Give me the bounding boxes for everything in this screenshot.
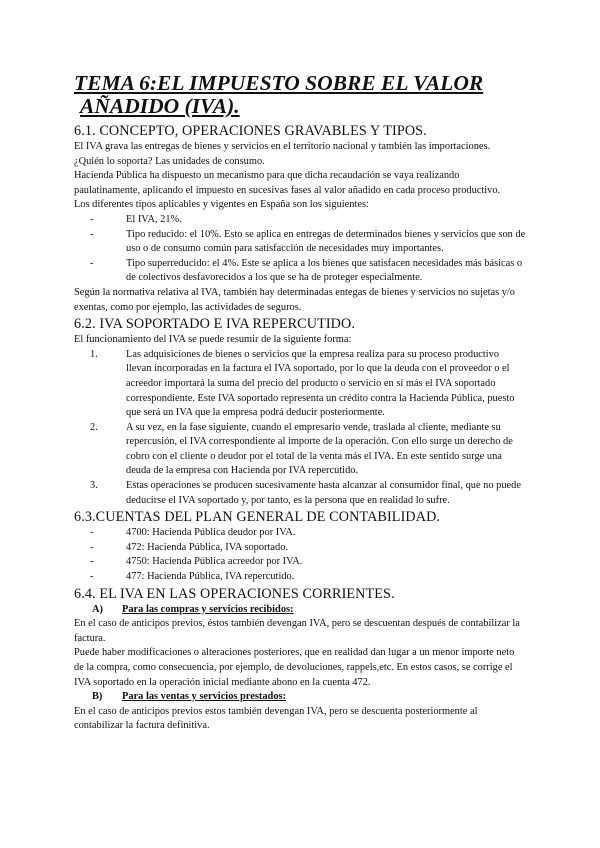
subsection-a-paragraph: Puede haber modificaciones o alteraciones posteriores, que en realidad dan lugar a un menor importe neto de la compra, como consecuencia, por ejemplo, de devoluciones, rappels,etc. En estos casos, se corrige el IVA soportado en la operación inicial mediante abono en la cuenta 472. [74, 647, 515, 688]
list-item: - 472: Hacienda Pública, IVA soportado. [90, 541, 288, 553]
list-item: - Tipo reducido: el 10%. Esto se aplica en entregas de determinados bienes y servicios que son de uso o de consumo común para satisfacción de necesidades muy importantes. [90, 228, 526, 255]
list-item: - El IVA, 21%. [90, 213, 182, 225]
section-1-paragraph: Hacienda Pública ha dispuesto un mecanismo para que dicha recaudación se vaya realizando paulatinamente, aplicando el impuesto en sucesivas fases al valor añadido en cada proceso productivo. [74, 170, 501, 196]
subsection-a-title: Para las compras y servicios recibidos: [122, 603, 294, 615]
section-2-heading: 6.2. IVA SOPORTADO E IVA REPERCUTIDO. [74, 316, 356, 333]
subsection-a-letter: A) [92, 603, 103, 615]
section-1-paragraph: Los diferentes tipos aplicables y vigentes en España son los siguientes: [74, 199, 369, 211]
title-line-2: AÑADIDO (IVA). [80, 94, 240, 118]
subsection-a-paragraph: En el caso de anticipos previos, éstos también devengan IVA, pero se descuentan después de contabilizar la factura. [74, 618, 520, 644]
section-1-heading: 6.1. CONCEPTO, OPERACIONES GRAVABLES Y TIPOS. [74, 123, 427, 139]
subsection-b-letter: B) [92, 691, 103, 703]
document-page [74, 72, 526, 734]
list-item: 2. A su vez, en la fase siguiente, cuando el empresario vende, traslada al cliente, mediante su repercusión, el IVA correspondiente al importe de la operación. Con ello surge un derecho de cobro con el cliente o deudor por el total de la venta más el IVA. En este sentido surge una deuda de la empresa con Hacienda por IVA repercutido. [90, 421, 513, 477]
subsection-b-paragraph: En el caso de anticipos previos estos también devengan IVA, pero se descuenta posteriormente al contabilizar la factura definitiva. [74, 705, 478, 732]
list-item: 1. Las adquisiciones de bienes o servicios que la empresa realiza para su proceso productivo llevan incorporadas en la factura el IVA soportado, por lo que la deuda con el proveedor o el acreedor importará la suma del precio del producto o servicio en sí más el IVA soportado correspondiente. Este IVA soportado representa un crédito contra la Hacienda Pública, puesto que será un IVA que la empresa podrá deducir posteriormente. [90, 348, 515, 419]
section-1-paragraph: ¿Quién lo soporta? Las unidades de consumo. [74, 155, 265, 167]
list-item: - 4750: Hacienda Pública acreedor por IVA. [90, 556, 303, 568]
subsection-b-title: Para las ventas y servicios prestados: [122, 691, 287, 703]
vat-rates-list [74, 213, 526, 286]
section-3-heading: 6.3.CUENTAS DEL PLAN GENERAL DE CONTABILIDAD. [74, 509, 441, 526]
section-4-heading: 6.4. EL IVA EN LAS OPERACIONES CORRIENTES. [74, 585, 395, 602]
list-item: - 477: Hacienda Pública, IVA repercutido. [90, 571, 295, 583]
section-1-closing: Según la normativa relativa al IVA, también hay determinadas entegas de bienes y servicios no sujetas y/o exentas, como por ejemplo, las actividades de seguros. [74, 286, 515, 313]
subsection-b-heading [74, 690, 526, 705]
vat-process-list [74, 348, 526, 509]
document-title [74, 72, 526, 118]
list-item: - 4700: Hacienda Pública deudor por IVA. [90, 527, 296, 539]
list-item: 3. Estas operaciones se producen sucesivamente hasta alcanzar al consumidor final, que no puede deducirse el IVA soportado y, por tanto, es la persona que en realidad lo sufre. [90, 480, 521, 506]
section-2-intro: El funcionamiento del IVA se puede resumir de la siguiente forma: [74, 334, 352, 346]
subsection-a-heading [74, 603, 526, 618]
accounts-list [74, 526, 526, 584]
title-line-1: TEMA 6:EL IMPUESTO SOBRE EL VALOR [74, 71, 484, 95]
section-1-paragraph: El IVA grava las entregas de bienes y servicios en el territorio nacional y también las importaciones. [74, 141, 491, 152]
list-item: - Tipo superreducido: el 4%. Este se aplica a los bienes que satisfacen necesidades más básicas o de colectivos desfavorecidos a los que se ha de proteger especialmente. [90, 257, 523, 284]
